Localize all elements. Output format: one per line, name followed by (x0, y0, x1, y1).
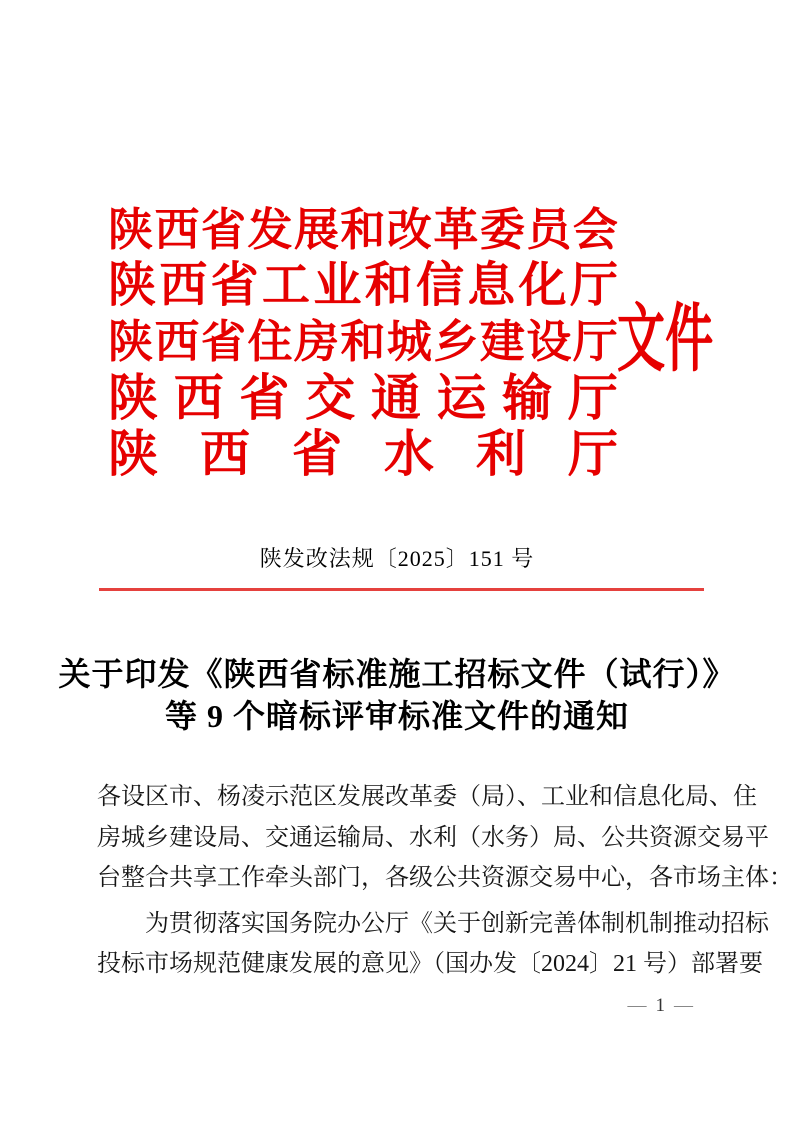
doc-type-label: 文件 (617, 299, 714, 381)
agency-char: 陕 (108, 259, 157, 312)
agency-char: 陕 (108, 370, 158, 426)
document-title-line1: 关于印发《陕西省标准施工招标文件（试行）》 (58, 656, 736, 692)
agency-char: 厅 (568, 426, 618, 482)
agency-char: 改 (386, 204, 432, 255)
agency-char: 厅 (572, 316, 618, 367)
body-line: 房城乡建设局、交通运输局、水利（水务）局、公共资源交易平 (97, 824, 769, 851)
body-paragraph (97, 904, 769, 985)
agency-char: 员 (526, 204, 572, 255)
agency-char: 省 (292, 426, 342, 482)
agency-char: 会 (572, 204, 618, 255)
agency-char: 设 (526, 316, 572, 367)
salutation-paragraph (97, 777, 793, 899)
agency-char: 房 (293, 316, 339, 367)
agency-char: 乡 (433, 316, 479, 367)
body-line: 台整合共享工作牵头部门，各级公共资源交易中心，各市场主体： (97, 865, 793, 891)
agency-line-zhujianting (108, 314, 618, 370)
page-number-dash: — (627, 995, 647, 1016)
agency-char: 业 (313, 259, 362, 312)
agency-char: 陕 (108, 316, 154, 367)
agency-char: 陕 (108, 204, 154, 255)
agency-char: 化 (518, 259, 567, 312)
document-body (97, 777, 793, 985)
agency-char: 发 (247, 204, 293, 255)
agency-char: 运 (436, 370, 487, 426)
document-title-line2: 等 9 个暗标评审标准文件的通知 (164, 698, 629, 734)
agency-char: 城 (386, 316, 432, 367)
body-line: 投标市场规范健康发展的意见》（国办发〔2024〕21 号）部署要 (97, 951, 763, 977)
agency-char: 西 (154, 204, 200, 255)
agency-char: 和 (364, 259, 413, 312)
agency-char: 和 (340, 204, 386, 255)
doc-number: 陕发改法规〔2025〕151 号 (259, 546, 535, 571)
agency-char: 西 (200, 426, 250, 482)
agency-char: 西 (173, 370, 224, 426)
agency-char: 工 (261, 259, 310, 312)
page-number (619, 995, 703, 1017)
agency-char: 西 (159, 259, 208, 312)
agency-char: 水 (384, 426, 434, 482)
agency-char: 厅 (569, 259, 618, 312)
body-line: 为贯彻落实国务院办公厅《关于创新完善体制机制推动招标 (145, 910, 769, 937)
agency-line-jiaotongting (108, 370, 618, 426)
agency-char: 信 (415, 259, 464, 312)
agency-char: 息 (467, 259, 516, 312)
agency-line-fagaiwei (108, 202, 618, 258)
agency-char: 通 (370, 370, 421, 426)
document-title (50, 653, 744, 737)
agency-char: 陕 (108, 426, 158, 482)
agency-char: 利 (476, 426, 526, 482)
red-divider-line (99, 588, 704, 591)
agency-char: 展 (293, 204, 339, 255)
agency-line-gongxinting (108, 258, 618, 314)
agency-line-shuiliting (108, 426, 618, 482)
agency-char: 委 (479, 204, 525, 255)
agency-char: 省 (239, 370, 290, 426)
page-number-value: 1 (655, 995, 665, 1016)
letterhead (108, 202, 618, 482)
agency-char: 输 (502, 370, 553, 426)
agency-char: 住 (247, 316, 293, 367)
body-line: 各设区市、杨凌示范区发展改革委（局）、工业和信息化局、住 (97, 784, 757, 810)
agency-char: 西 (154, 316, 200, 367)
page-number-dash: — (674, 995, 693, 1016)
agency-char: 建 (479, 316, 525, 367)
agency-char: 厅 (567, 370, 618, 426)
agency-char: 省 (200, 316, 246, 367)
agency-char: 交 (305, 370, 356, 426)
agency-char: 革 (433, 204, 479, 255)
agency-char: 和 (340, 316, 386, 367)
agency-char: 省 (200, 204, 246, 255)
agency-char: 省 (210, 259, 259, 312)
